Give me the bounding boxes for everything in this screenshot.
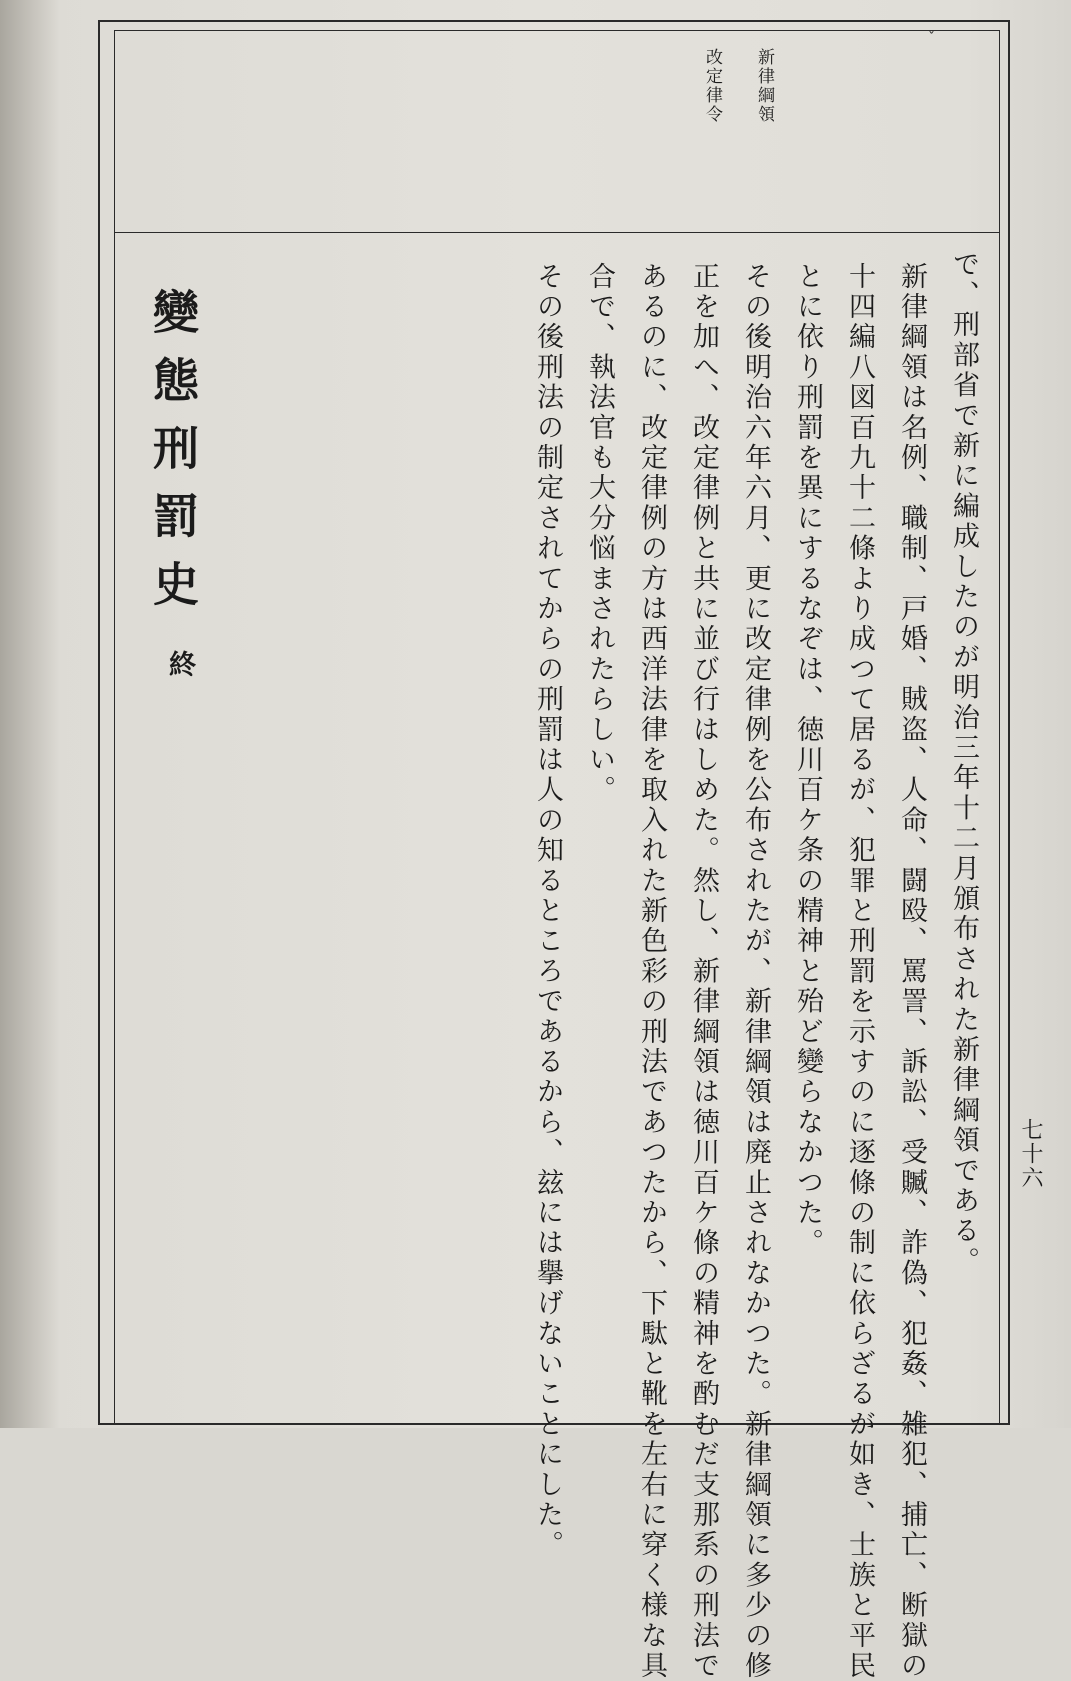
margin-note-shinritsu-koryo: 新律綱領 xyxy=(754,48,774,124)
body-text-column: 新律綱領は名例、職制、戸婚、賊盗、人命、闘殴、罵詈、訴訟、受贓、詐偽、犯姦、雑犯、捕亡、断獄の xyxy=(896,262,927,1681)
body-text-column: 合で、執法官も大分悩まされたらしい。 xyxy=(584,262,615,806)
page-number: 七十六 xyxy=(1018,1118,1043,1190)
body-text-column: その後明治六年六月、更に改定律例を公布されたが、新律綱領は廃止されなかつた。新律綱領に多少の修 xyxy=(740,262,771,1681)
body-text-column: 正を加へ、改定律例と共に並び行はしめた。然し、新律綱領は徳川百ケ條の精神を酌むだ支那系の刑法で xyxy=(688,262,719,1681)
body-text-column: とに依り刑罰を異にするなぞは、徳川百ケ条の精神と殆ど變らなかつた。 xyxy=(792,262,823,1259)
body-text-column: 十四編八図百九十二條より成つて居るが、犯罪と刑罰を示すのに逐條の制に依らざるが如き、士族と平民 xyxy=(844,262,875,1681)
margin-note-kaitei-ritsurei: 改定律令 xyxy=(702,48,722,124)
header-divider xyxy=(114,232,1000,233)
body-text-column: その後刑法の制定されてからの刑罰は人の知るところであるから、玆には擧げないことにした。 xyxy=(532,262,563,1561)
book-spine-shadow xyxy=(0,0,60,1428)
end-mark: 終 xyxy=(164,650,195,677)
book-title: 變態刑罰史 xyxy=(146,288,200,628)
ink-speck: ˇ xyxy=(928,30,935,46)
body-text-column: で、刑部省で新に編成したのが明治三年十二月頒布された新律綱領である。 xyxy=(948,250,979,1277)
body-text-column: あるのに、改定律例の方は西洋法律を取入れた新色彩の刑法であつたから、下駄と靴を左右に穿く様な具 xyxy=(636,262,667,1681)
